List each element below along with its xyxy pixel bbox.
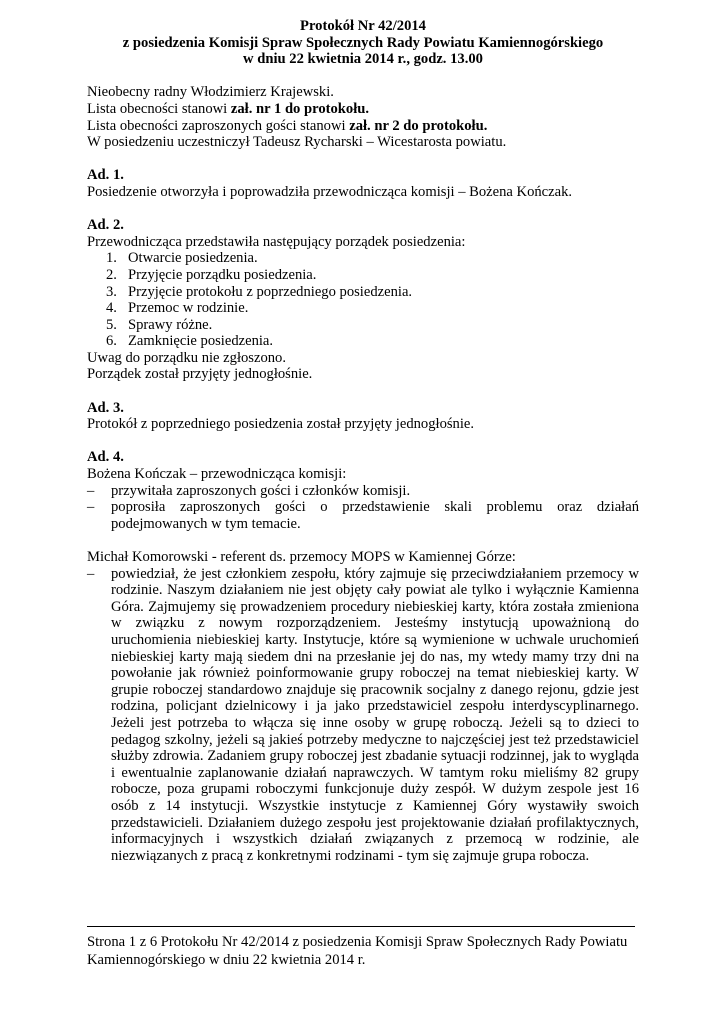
agenda-item: 5. Sprawy różne. [106, 316, 213, 333]
intro-section [87, 84, 639, 150]
speaker-chair: Bożena Kończak – przewodnicząca komisji: [87, 466, 347, 483]
agenda-intro: Przewodnicząca przedstawiła następujący porządek posiedzenia: [87, 233, 466, 250]
absent-note: Nieobecny radny Włodzimierz Krajewski. [87, 84, 334, 101]
agenda-item: 3. Przyjęcie protokołu z poprzedniego posiedzenia. [106, 283, 413, 300]
mops-statement: – powiedział, że jest członkiem zespołu, który zajmuje się przeciwdziałaniem przemocy w rodzinie. Naszym działaniem nie jest objęty cały powiat ale tylko i wyłącznie Kamienna Góra. Zajmujemy się prowadzeniem procedury niebieskiej karty, która została zmieniona w związku z nowym rozporządzeniem. Jesteśmy instytucją upoważnioną do uruchomienia niebieskiej karty. Instytucje, które są wymienione w uchwale uruchomień niebieskiej karty mają siedem dni na przesłanie jej do nas, my wtedy mamy trzy dni na powołanie jak również poinformowanie grupy roboczej na temat niebieskiej karty. W grupie roboczej standardowo znajduje się pracownik socjalny z danego rejonu, gdzie jest rodzina, policjant dzielnicowy i ja jako przedstawiciel zespołu interdyscyplinarnego. Jeżeli jest potrzeba to włącza się inne osoby w grupę roboczą. Jeżeli są to dzieci to pedagog szkolny, jeżeli są jakieś potrzeby medyczne to najczęściej jest też przedstawiciel służby zdrowia. Zadaniem grupy roboczej jest zbadanie sytuacji rodzinnej, jak to wygląda i ewentualnie zaplanowanie działań naprawczych. W tamtym roku mieliśmy 82 grupy robocze, poza grupami roboczymi funkcjonuje duży zespół. W dużym zespole jest 16 osób z 14 instytucji. Wszystkie instytucje z Kamiennej Góry wystawiły swoich przedstawicieli. Działaniem dużego zespołu jest projektowanie działań profilaktycznych, informacyjnych i wszystkich działań związanych z przemocą w rodzinie, ale niezwiązanych z pracą z konkretnymi rodzinami - tym się zajmuje grupa robocza. [87, 565, 639, 864]
attendance-list-note: Lista obecności stanowi zał. nr 1 do protokołu. [87, 100, 370, 117]
ad2-section [87, 217, 639, 383]
guest-attendance-note: W posiedzeniu uczestniczył Tadeusz Rycharski – Wicestarosta powiatu. [87, 134, 507, 151]
ad1-text: Posiedzenie otworzyła i poprowadziła przewodnicząca komisji – Bożena Kończak. [87, 183, 573, 200]
agenda-item: 4. Przemoc w rodzinie. [106, 300, 249, 317]
agenda-item: 6. Zamknięcie posiedzenia. [106, 333, 274, 350]
chair-point-request: – poprosiła zaproszonych gości o przedstawienie skali problemu oraz działań podejmowanych w tym temacie. [87, 499, 639, 532]
attachment-2-ref: zał. nr 2 do protokołu. [349, 117, 488, 134]
chair-point-welcome: – przywitała zaproszonych gości i członków komisji. [87, 482, 411, 499]
page-footer [87, 926, 635, 969]
footer-divider [87, 926, 635, 927]
agenda-item: 2. Przyjęcie porządku posiedzenia. [106, 266, 317, 283]
title-line-2: z posiedzenia Komisji Spraw Społecznych Rady Powiatu Kamiennogórskiego [122, 34, 604, 51]
title-line-3: w dniu 22 kwietnia 2014 r., godz. 13.00 [243, 51, 483, 68]
document-body [87, 18, 639, 864]
agenda-remarks: Uwag do porządku nie zgłoszono. [87, 349, 286, 366]
attachment-1-ref: zał. nr 1 do protokołu. [230, 100, 370, 117]
footer-text: Strona 1 z 6 Protokołu Nr 42/2014 z posiedzenia Komisji Spraw Społecznych Rady Powiatu Kamiennogórskiego w dniu 22 kwietnia 2014 r. [87, 934, 628, 968]
ad3-heading: Ad. 3. [87, 399, 124, 416]
ad2-heading: Ad. 2. [87, 217, 124, 234]
document-title [87, 18, 639, 68]
ad1-heading: Ad. 1. [87, 167, 124, 184]
ad4-heading: Ad. 4. [87, 449, 124, 466]
speaker-mops: Michał Komorowski - referent ds. przemocy MOPS w Kamiennej Górze: [87, 549, 516, 565]
agenda-accepted: Porządek został przyjęty jednogłośnie. [87, 366, 313, 383]
ad3-text: Protokół z poprzedniego posiedzenia został przyjęty jednogłośnie. [87, 416, 475, 433]
ad3-section [87, 400, 639, 433]
title-line-1: Protokół Nr 42/2014 [300, 18, 426, 34]
ad4-section [87, 449, 639, 864]
agenda-item: 1. Otwarcie posiedzenia. [106, 250, 258, 267]
agenda-list [87, 250, 639, 350]
guest-list-note: Lista obecności zaproszonych gości stanowi zał. nr 2 do protokołu. [87, 117, 488, 134]
ad1-section [87, 167, 639, 200]
